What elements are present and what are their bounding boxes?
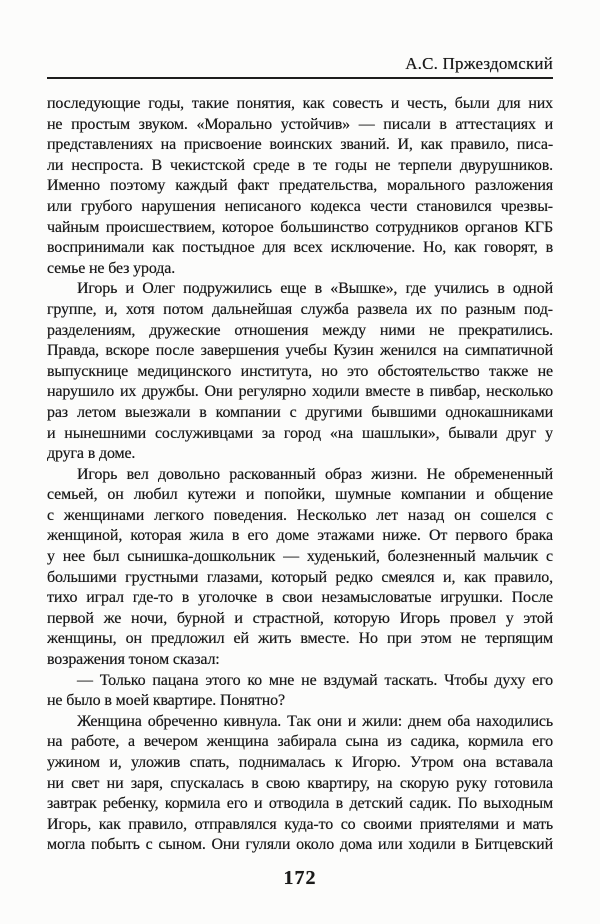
paragraph <box>47 712 553 856</box>
text-line: могла побыть с сыном. Они гуляли около дома или ходили в Битцевский <box>47 836 553 854</box>
text-line: и нынешними сослуживцами за город «на шашлыки», бывали друг у <box>47 424 553 442</box>
text-line: воспринимали как постыдное для всех исключение. Но, как говорят, в <box>47 239 553 257</box>
text-line: семьей, он любил кутежи и попойки, шумные компании и общение <box>47 486 553 504</box>
text-line: у нее был сынишка-дошкольник — худенький, болезненный мальчик с <box>47 548 553 566</box>
paragraph <box>47 465 553 671</box>
text-line: или грубого нарушения неписаного кодекса чести становился чрезвы- <box>47 197 553 215</box>
text-line: большими грустными глазами, который редко смеялся и, как правило, <box>47 568 553 586</box>
text-line: ли неспроста. В чекистской среде в те годы не терпели двурушников. <box>47 156 553 174</box>
paragraph <box>47 671 553 712</box>
text-line: женщины, он предложил ей жить вместе. Но при этом не терпящим <box>47 630 553 648</box>
page-number: 172 <box>283 866 317 889</box>
paragraph <box>47 94 553 279</box>
text-line: завтрак ребенку, кормила его и отводила в детский садик. По выходным <box>47 795 553 813</box>
paragraph <box>47 279 553 464</box>
text-line: не простым звуком. «Морально устойчив» — писали в аттестациях и <box>47 115 553 133</box>
text-line: возражения тоном сказал: <box>47 651 220 669</box>
text-line: Игорь и Олег подружились еще в «Вышке», где учились в одной <box>77 280 553 298</box>
text-line: первой же ночи, бурной и страстной, которую Игорь провел у этой <box>47 609 553 627</box>
text-line: ужином и, уложив спать, поднималась к Игорю. Утром она вставала <box>47 754 553 771</box>
text-line: выпускнице медицинского института, но это обстоятельство также не <box>47 362 553 380</box>
text-line: чайным происшествием, которое большинство сотрудников органов КГБ <box>47 218 553 236</box>
text-line: на работе, а вечером женщина забирала сына из садика, кормила его <box>47 733 553 751</box>
text-line: нарушило их дружбы. Они регулярно ходили вместе в пивбар, несколько <box>47 383 553 401</box>
text-line: Игорь вел довольно раскованный образ жизни. Не обремененный <box>77 465 553 483</box>
text-line: Именно поэтому каждый факт предательства, морального разложения <box>47 177 553 195</box>
text-line: — Только пацана этого ко мне не вздумай таскать. Чтобы духу его <box>77 671 553 689</box>
text-line: с женщинами легкого поведения. Несколько лет назад он сошелся с <box>47 506 553 524</box>
text-line: последующие годы, такие понятия, как совесть и честь, были для них <box>47 95 553 112</box>
text-line: Женщина обреченно кивнула. Так они и жили: днем оба находились <box>77 712 553 730</box>
text-line: женщиной, которая жила в его доме этажами ниже. От первого брака <box>47 527 553 545</box>
text-line: Правда, вскоре после завершения учебы Кузин женился на симпатичной <box>47 342 553 360</box>
text-line: не было в моей квартире. Понятно? <box>47 692 285 710</box>
text-line: представлениях на присвоение воинских званий. И, как правило, писа- <box>47 136 553 154</box>
text-line: тихо играл где-то в уголочке в свои незамысловатые игрушки. После <box>47 589 553 607</box>
text-line: ни свет ни заря, спускалась в свою квартиру, на скорую руку готовила <box>47 774 553 792</box>
running-header: А.С. Пржездомский <box>47 54 553 79</box>
text-line: Игорь, как правило, отправлялся куда-то со своими приятелями и мать <box>47 815 553 833</box>
text-line: семье не без урода. <box>47 259 176 277</box>
text-block <box>47 94 553 856</box>
text-line: разделениям, дружеские отношения между ними не прекратились. <box>47 321 553 339</box>
text-line: раз летом выезжали в компании с другими бывшими однокашниками <box>47 403 553 421</box>
text-line: друга в доме. <box>47 445 136 463</box>
text-line: группе, и, хотя потом дальнейшая служба развела их по разным под- <box>47 300 553 318</box>
